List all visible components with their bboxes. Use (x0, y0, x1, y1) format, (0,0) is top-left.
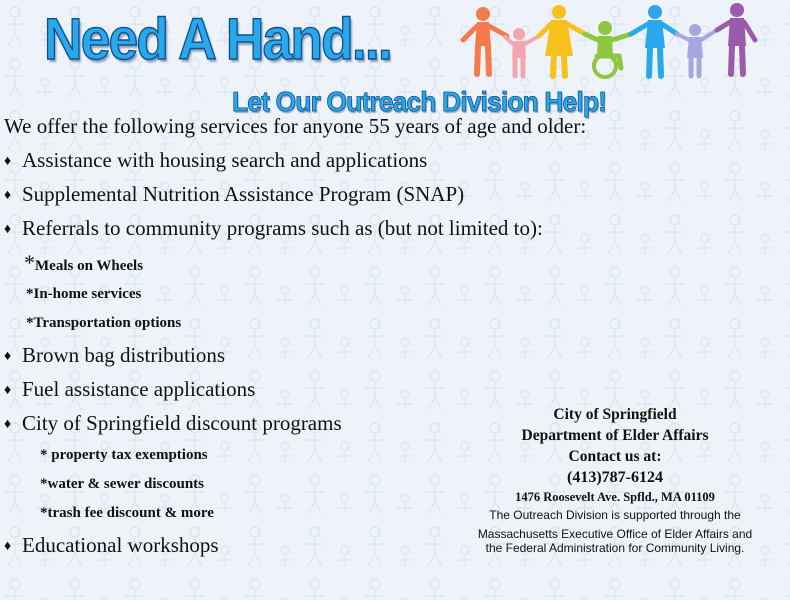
service-label: City of Springfield discount programs (22, 411, 342, 435)
diamond-bullet-icon: ♦ (4, 188, 12, 203)
asterisk: * (24, 250, 35, 275)
person-5 (631, 5, 677, 76)
service-label: Educational workshops (22, 533, 219, 557)
referral-item-meals (24, 250, 143, 276)
support-note (450, 508, 780, 556)
support-line-2: Massachusetts Executive Office of Elder Affairs and (477, 526, 753, 541)
contact-phone: (413)787-6124 (567, 469, 663, 486)
referral-item-label: Meals on Wheels (35, 258, 144, 274)
page-subtitle: Let Our Outreach Division Help! (232, 86, 607, 117)
service-brown-bag (4, 343, 225, 368)
discount-item-property-tax: * property tax exemptions (40, 447, 208, 463)
diamond-bullet-icon: ♦ (4, 222, 12, 237)
person-2 (505, 28, 539, 76)
contact-block (450, 404, 780, 556)
service-discounts (4, 411, 342, 436)
service-label: Brown bag distributions (22, 343, 225, 367)
service-referrals (4, 216, 543, 241)
contact-org: City of Springfield (553, 406, 677, 423)
referral-item-transportation: *Transportation options (26, 315, 182, 331)
service-label: Supplemental Nutrition Assistance Program (SNAP) (22, 182, 465, 206)
service-label: Fuel assistance applications (22, 377, 256, 401)
discount-item-water-sewer: *water & sewer discounts (40, 476, 205, 492)
page-title: Need A Hand... (44, 7, 391, 72)
diamond-bullet-icon: ♦ (4, 349, 12, 364)
support-line-1: The Outreach Division is supported through the (489, 508, 741, 522)
diamond-bullet-icon: ♦ (4, 417, 12, 432)
intro-text: We offer the following services for anyone 55 years of age and older: (4, 114, 587, 138)
person-3 (539, 5, 585, 76)
diamond-bullet-icon: ♦ (4, 383, 12, 398)
contact-address: 1476 Roosevelt Ave. Spfld., MA 01109 (515, 490, 715, 504)
support-line-3: the Federal Administration for Community Living. (485, 541, 745, 555)
service-housing (4, 148, 427, 173)
service-workshops (4, 533, 219, 558)
people-holding-hands-icon (455, 0, 765, 82)
person-4 (585, 21, 631, 77)
service-label: Assistance with housing search and applications (22, 148, 428, 172)
contact-department: Department of Elder Affairs (521, 427, 709, 444)
referral-item-in-home: *In-home services (26, 286, 142, 302)
diamond-bullet-icon: ♦ (4, 154, 12, 169)
service-label: Referrals to community programs such as (but not limited to): (22, 216, 543, 240)
service-fuel (4, 377, 255, 402)
person-1 (463, 7, 507, 74)
person-6 (677, 24, 717, 76)
discount-item-trash: *trash fee discount & more (40, 505, 214, 521)
person-7 (717, 3, 755, 74)
diamond-bullet-icon: ♦ (4, 539, 12, 554)
contact-label: Contact us at: (568, 448, 662, 465)
service-snap (4, 182, 464, 207)
